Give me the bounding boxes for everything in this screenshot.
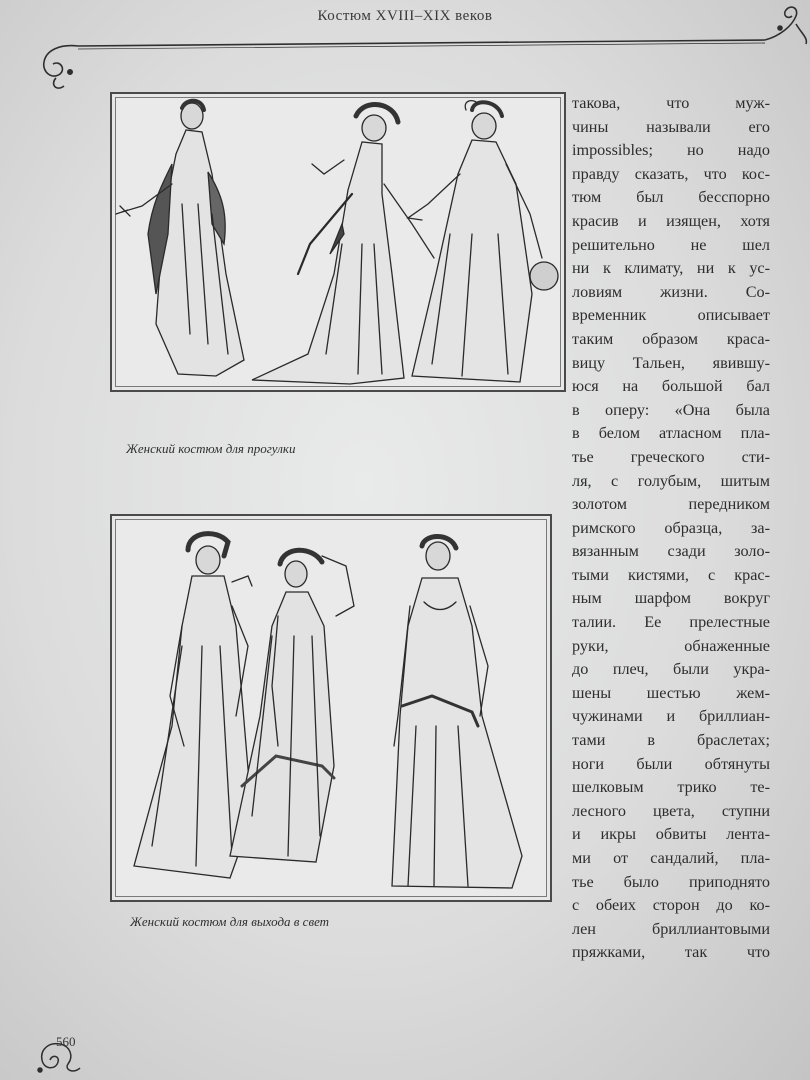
body-text-line: шены шестью жем- — [572, 683, 770, 702]
body-text-line: в оперу: «Она была — [572, 400, 770, 419]
body-text-line: тами в браслетах; — [572, 731, 770, 750]
body-text-line: тье было приподнято — [572, 872, 770, 891]
body-text-line: ноги были обтянуты — [572, 754, 770, 773]
body-text-line: временник описывает — [572, 306, 770, 325]
evening-costume-engraving-icon — [112, 516, 550, 900]
body-text-line: пряжками, так что — [572, 943, 770, 962]
body-text-line: решительно не шел — [572, 235, 770, 254]
page-number: 560 — [56, 1034, 76, 1049]
body-text-line: ля, с голубым, шитым — [572, 471, 770, 490]
figure-caption-evening: Женский костюм для выхода в свет — [130, 914, 330, 929]
body-text-line: такова, что муж- — [572, 94, 770, 112]
figure-walking-costume — [110, 92, 566, 392]
body-text-line: вицу Тальен, явившу- — [572, 353, 770, 372]
body-text-line: правду сказать, что кос- — [572, 164, 770, 183]
body-text-line: вязанным сзади золо- — [572, 542, 770, 561]
body-text-line: чужинами и бриллиан- — [572, 707, 770, 726]
body-text-line: красив и изящен, хотя — [572, 211, 770, 230]
bottom-ornament — [20, 1020, 140, 1080]
body-text-line: лесного цвета, ступни — [572, 801, 770, 820]
body-text-line: юся на большой бал — [572, 377, 770, 396]
body-text-line: ным шарфом вокруг — [572, 589, 770, 608]
body-text-line: таким образом краса- — [572, 329, 770, 348]
body-text-line: шелковым трико те- — [572, 778, 770, 797]
figure-caption-walking: Женский костюм для прогулки — [126, 441, 296, 456]
body-text-line: в белом атласном пла- — [572, 424, 770, 443]
body-text-line: ми от сандалий, пла- — [572, 849, 770, 867]
top-ornament-rule — [0, 0, 810, 90]
body-text-line: ни к климату, ни к ус- — [572, 259, 770, 278]
body-text-line: ловиям жизни. Со- — [572, 282, 770, 301]
body-text-line: тыми кистями, с крас- — [572, 565, 770, 584]
body-text-line: с обеих сторон до ко- — [572, 896, 770, 915]
body-text-line: и икры обвиты лента- — [572, 825, 770, 844]
body-text-line: римского образца, за- — [572, 518, 770, 537]
body-text-line: до плеч, были укра- — [572, 660, 770, 679]
body-text-column — [572, 92, 770, 965]
body-text-line: чины называли его — [572, 117, 770, 136]
running-title: Костюм XVIII–XIX веков — [317, 8, 493, 24]
walking-costume-engraving-icon — [112, 94, 564, 390]
body-text-line: тье греческого сти- — [572, 447, 770, 466]
figure-evening-costume — [110, 514, 552, 902]
body-text-line: тюм был бесспорно — [572, 188, 770, 207]
body-text-line: руки, обнаженные — [572, 636, 770, 655]
body-text-line: талии. Ее прелестные — [572, 613, 770, 632]
body-text-line: лен бриллиантовыми — [572, 919, 770, 938]
body-text-line: impossibles; но надо — [572, 141, 770, 160]
body-text-line: золотом передником — [572, 495, 770, 514]
